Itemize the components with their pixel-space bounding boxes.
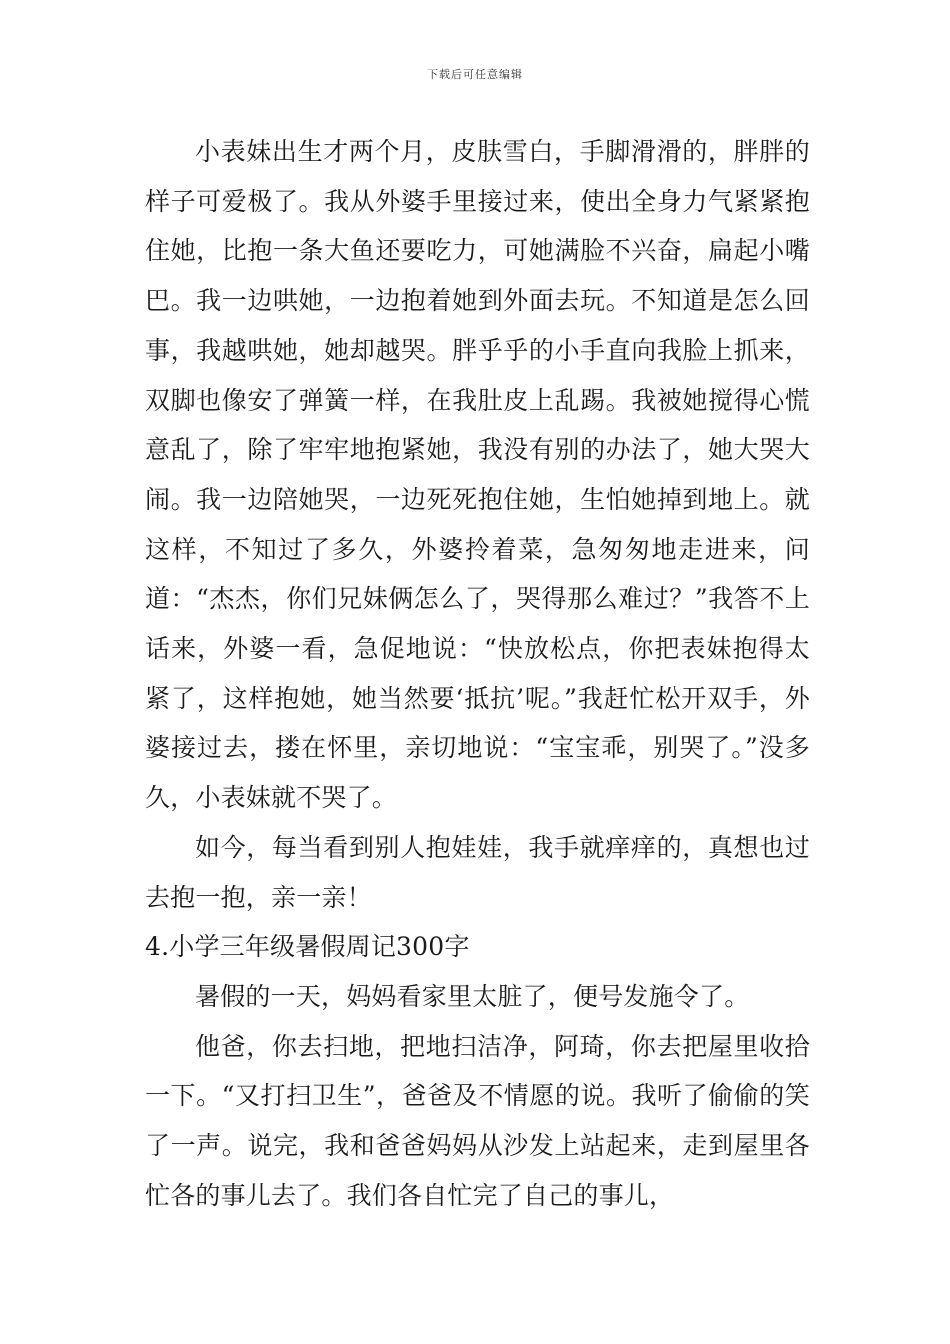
- paragraph-4: 他爸，你去扫地，把地扫洁净，阿琦，你去把屋里收拾一下。“又打扫卫生”，爸爸及不情愿的说。我听了偷偷的笑了一声。说完，我和爸爸妈妈从沙发上站起来，走到屋里各忙各的事儿去了。我们各自忙完了自己的事儿，: [145, 1031, 810, 1210]
- paragraph-2: 如今，每当看到别人抱娃娃，我手就痒痒的，真想也过去抱一抱，亲一亲！: [145, 832, 810, 912]
- paragraph-1: 小表妹出生才两个月，皮肤雪白，手脚滑滑的，胖胖的样子可爱极了。我从外婆手里接过来，使出全身力气紧紧抱住她，比抱一条大鱼还要吃力，可她满脸不兴奋，扁起小嘴巴。我一边哄她，一边抱着她到外面去玩。不知道是怎么回事，我越哄她，她却越哭。胖乎乎的小手直向我脸上抓来，双脚也像安了弹簧一样，在我肚皮上乱踢。我被她搅得心慌意乱了，除了牢牢地抱紧她，我没有别的办法了，她大哭大闹。我一边陪她哭，一边死死抱住她，生怕她掉到地上。就这样，不知过了多久，外婆拎着菜，急匆匆地走进来，问道：“杰杰，你们兄妹俩怎么了，哭得那么难过？”我答不上话来，外婆一看，急促地说：“快放松点，你把表妹抱得太紧了，这样抱她，她当然要‘抵抗’呢。”我赶忙松开双手，外婆接过去，搂在怀里，亲切地说：“宝宝乖，别哭了。”没多久，小表妹就不哭了。: [145, 137, 810, 813]
- document-body: [145, 127, 810, 1220]
- paragraph-3: 暑假的一天，妈妈看家里太脏了，便号发施令了。: [195, 981, 750, 1011]
- page-header: 下载后可任意编辑: [427, 68, 523, 81]
- section-heading: 4.小学三年级暑假周记300字: [145, 932, 470, 962]
